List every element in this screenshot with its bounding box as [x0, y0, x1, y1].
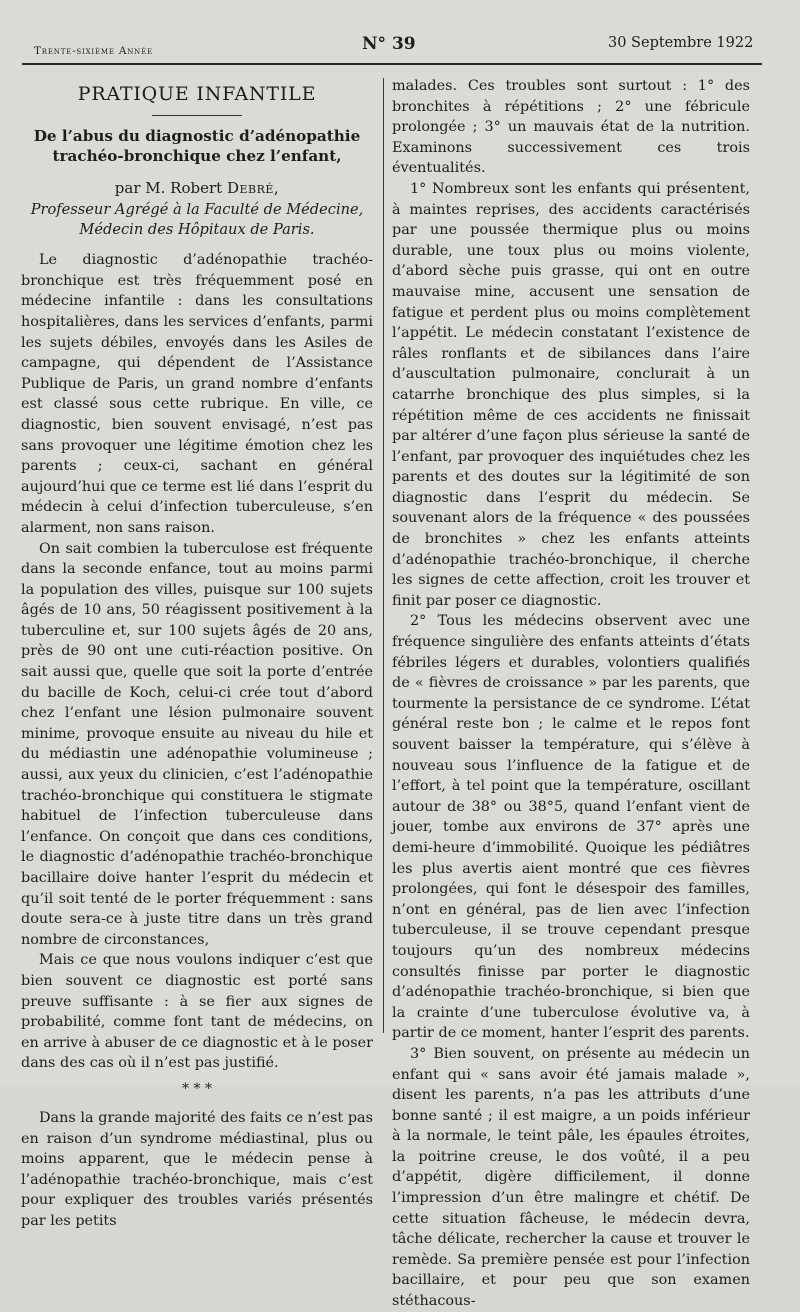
page-header	[0, 0, 800, 70]
article-title-line-1: De l’abus du diagnostic d’adénopathie	[33, 126, 361, 145]
asterism-separator: * * *	[182, 1080, 212, 1097]
byline	[21, 178, 373, 199]
section-title: PRATIQUE INFANTILE	[77, 83, 317, 105]
article-title	[21, 126, 373, 166]
title-rule	[152, 115, 242, 116]
column-divider	[383, 78, 384, 1033]
header-volume: Trente-sixième Année	[34, 45, 153, 57]
paragraph: Dans la grande majorité des faits ce n’est pas en raison d’un syndrome médiastinal, plus ou moins apparent, que le médecin pense à l’adénopathie trachéo-bronchique, mais c’est pour expliquer des troubles variés présentés par les petits	[21, 1109, 373, 1229]
paragraph: 1° Nombreux sont les enfants qui présentent, à maintes reprises, des accidents caractérisés par une poussée thermique plus ou moins durable, une toux plus ou moins violente, d’abord sèche puis grasse, qui ont en outre mauvaise mine, accusent une sensation de fatigue et perdent plus ou moins complètement l’appétit. Le médecin constatant l’existence de râles ronflants et de sibilances dans l’aire d’auscultation pulmonaire, conclurait à un catarrhe bronchique des plus simples, si la répétition même de ces accidents ne finissait par altérer d’une façon plus sérieuse la santé de l’enfant, par provoquer des inquiétudes chez les parents et des doutes sur la légitimité de son diagnostic dans l’esprit du médecin. Se souvenant alors de la fréquence « des poussées de bronchites » chez les enfants atteints d’adénopathie trachéo-bronchique, il cherche les signes de cette affection, croit les trouver et finit par poser ce diagnostic.	[392, 180, 750, 609]
paragraph-continued: malades. Ces troubles sont surtout : 1° des bronchites à répétitions ; 2° une fébricule prolongée ; 3° un mauvais état de la nutrition. Examinons successivement ces trois éventualités.	[392, 78, 750, 177]
left-column	[21, 76, 373, 1232]
header-rule	[22, 63, 762, 65]
paragraph: Mais ce que nous voulons indiquer c’est que bien souvent ce diagnostic est porté sans preuve suffisante : à se fier aux signes de probabilité, comme font tant de médecins, on en arrive à abuser de ce diagnostic et à le poser dans des cas où il n’est pas justifié.	[21, 952, 373, 1072]
paragraph: Le diagnostic d’adénopathie trachéo-bronchique est très fréquemment posé en médecine infantile : dans les consultations hospitalières, dans les services d’enfants, parmi les sujets débiles, envoyés dans les Asiles de campagne, qui dépendent de l’Assistance Publique de Paris, un grand nombre d’enfants est classé sous cette rubrique. En ville, ce diagnostic, bien souvent envisagé, n’est pas sans provoquer une légitime émotion chez les parents ; ceux-ci, sachant en général aujourd’hui que ce terme est lié dans l’esprit du médecin à celui d’infection tuberculeuse, s’en alarment, non sans raison.	[21, 252, 373, 536]
header-date: 30 Septembre 1922	[608, 35, 754, 51]
paragraph: On sait combien la tuberculose est fréquente dans la seconde enfance, tout au moins parmi la population des villes, puisque sur 100 sujets âgés de 10 ans, 50 réagissent positivement à la tuberculine et, sur 100 sujets âgés de 20 ans, près de 90 ont une cuti-réaction positive. On sait aussi que, quelle que soit la porte d’entrée du bacille de Koch, celui-ci crée tout d’abord chez l’enfant une lésion pulmonaire souvent minime, provoque ensuite au niveau du hile et du médiastin une adénopathie volumineuse ; aussi, aux yeux du clinicien, c’est l’adénopathie trachéo-bronchique qui constituera le stigmate habituel de l’infection tuberculeuse dans l’enfance. On conçoit que dans ces conditions, le diagnostic d’adénopathie trachéo-bronchique bacillaire doive hanter l’esprit du médecin et qu’il soit tenté de le porter fréquemment : sans doute sera-ce à juste titre dans un très grand nombre de circonstances,	[21, 540, 373, 948]
header-issue-number: N° 39	[362, 34, 416, 54]
byline-prefix: par M. Robert	[114, 178, 223, 197]
article-title-line-2: trachéo-bronchique chez l’enfant,	[52, 146, 342, 165]
affiliation-line-1: Professeur Agrégé à la Faculté de Médecine,	[30, 201, 364, 219]
paragraph: 2° Tous les médecins observent avec une fréquence singulière des enfants atteints d’états fébriles légers et durables, volontiers qualifiés de « fièvres de croissance » par les parents, que tourmente la persistance de ce syndrome. L’état général reste bon ; le calme et le repos font souvent baisser la température, qui s’élève à nouveau sous l’influence de la fatigue et de l’effort, à tel point que la température, oscillant autour de 38° ou 38°5, quand l’enfant vient de jouer, tombe aux environs de 37° après une demi-heure d’immobilité. Quoique les pédiâtres les plus avertis aient montré que ces fièvres prolongées, qui font le désespoir des familles, n’ont en général, pas de lien avec l’infection tuberculeuse, il se trouve cependant presque toujours qu’un des nombreux médecins consultés finisse par porter le diagnostic d’adénopathie trachéo-bronchique, si bien que la crainte d’une tuberculose évolutive va, à partir de ce moment, hanter l’esprit des parents.	[392, 613, 750, 1042]
paragraph: 3° Bien souvent, on présente au médecin un enfant qui « sans avoir été jamais malade », disent les parents, n’a pas les attributs d’une bonne santé ; il est maigre, a un poids inférieur à la normale, le teint pâle, les épaules étroites, la poitrine creuse, le dos voûté, il a peu d’appétit, digère difficilement, il donne l’impression d’un être malingre et chétif. De cette situation fâcheuse, le médecin devra, tâche délicate, rechercher la cause et trouver le remède. Sa première pensée est pour l’infection bacillaire, et pour peu que son examen stéthacous-	[392, 1045, 750, 1310]
author-affiliation	[21, 200, 373, 240]
right-column	[392, 76, 750, 1312]
author-name: Debré,	[226, 178, 280, 197]
affiliation-line-2: Médecin des Hôpitaux de Paris.	[79, 221, 315, 239]
